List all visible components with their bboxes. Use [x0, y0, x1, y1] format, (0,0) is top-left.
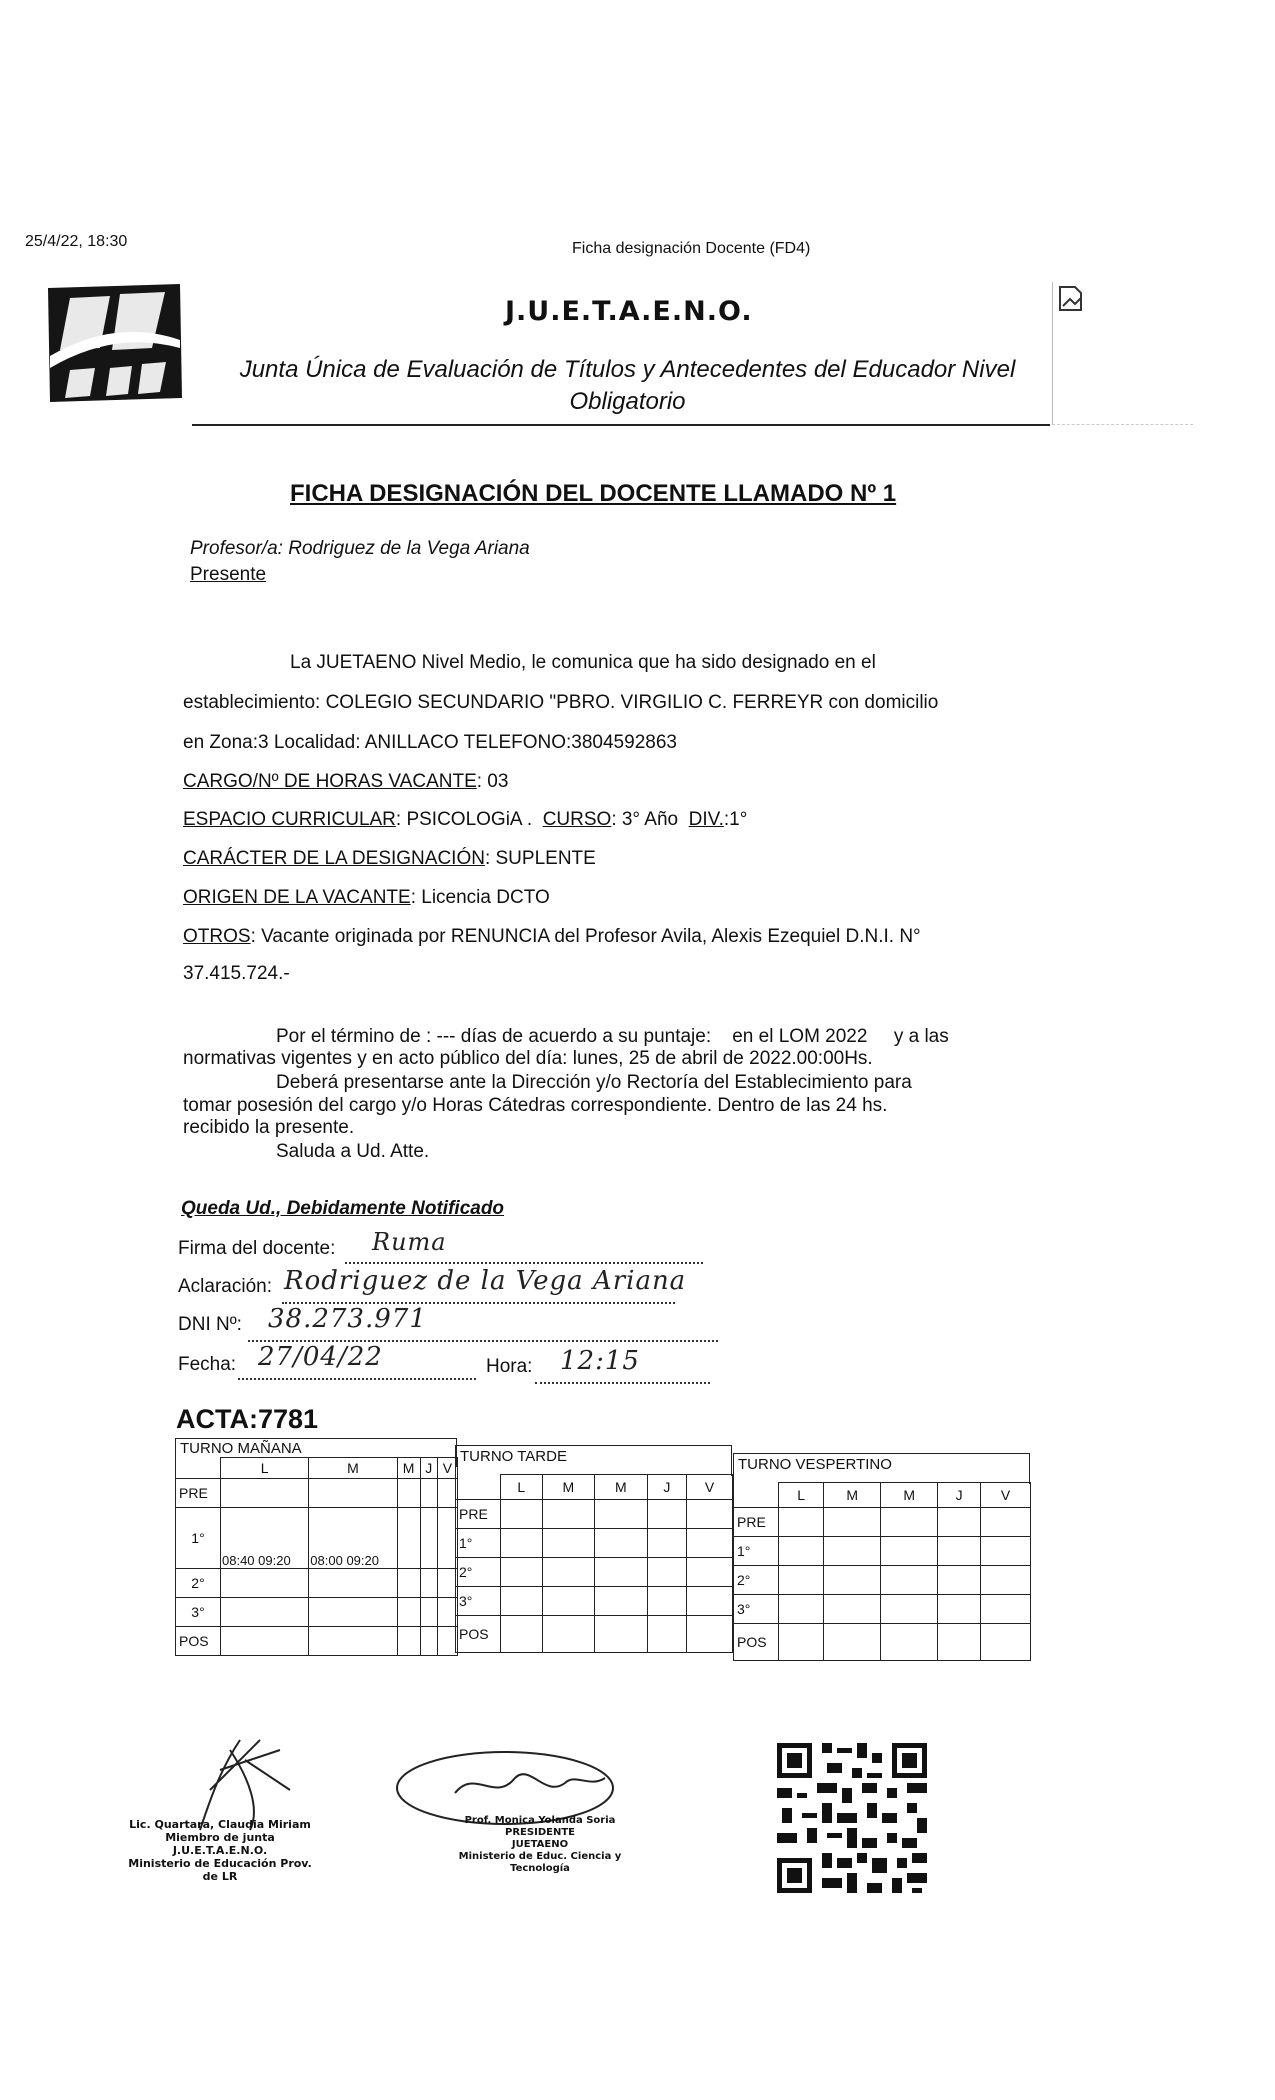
aclaracion-label: Aclaración:: [178, 1276, 272, 1297]
row-label: 2°: [456, 1558, 501, 1587]
dni-label: DNI Nº:: [178, 1314, 242, 1335]
day-header: L: [221, 1458, 309, 1479]
caracter-value: : SUPLENTE: [484, 848, 596, 869]
row-label: 1°: [734, 1537, 779, 1566]
row-label: POS: [456, 1616, 501, 1653]
vespertino-title: TURNO VESPERTINO: [738, 1456, 892, 1473]
center-stamp-ministry: Ministerio de Educ. Ciencia y Tecnología: [458, 1851, 622, 1874]
espacio-line: [183, 809, 747, 831]
center-stamp-role: PRESIDENTE: [505, 1827, 575, 1838]
center-stamp-name: Prof. Monica Yolanda Soria: [464, 1815, 616, 1826]
cargo-line: [183, 771, 508, 793]
intro-line2: establecimiento: COLEGIO SECUNDARIO "PBRO. VIRGILIO C. FERREYR con domicilio: [183, 692, 939, 713]
intro-line3: en Zona:3 Localidad: ANILLACO TELEFONO:3804592863: [183, 732, 677, 753]
caracter-label: CARÁCTER DE LA DESIGNACIÓN: [183, 848, 485, 869]
schedule-tarde-table: [455, 1474, 733, 1653]
day-header: M: [595, 1475, 648, 1500]
addressee-label: Profesor/a:: [190, 538, 283, 559]
day-header: V: [687, 1475, 733, 1500]
row-label: 3°: [456, 1587, 501, 1616]
caracter-line: [183, 848, 596, 870]
org-acronym: J.U.E.T.A.E.N.O.: [505, 296, 753, 327]
p2-line2: normativas vigentes y en acto público del día: lunes, 25 de abril de 2022.00:00Hs.: [183, 1048, 873, 1069]
addressee-name: Rodriguez de la Vega Ariana: [288, 538, 530, 559]
print-timestamp: 25/4/22, 18:30: [25, 233, 128, 250]
fecha-handwritten: 27/04/22: [258, 1342, 383, 1372]
left-stamp-role: Miembro de junta: [165, 1831, 275, 1844]
otros-value-cont: 37.415.724.-: [183, 963, 290, 984]
org-full-name-line2: Obligatorio: [569, 388, 686, 415]
left-stamp-org: J.U.E.T.A.E.N.O.: [172, 1844, 268, 1857]
row-label: PRE: [456, 1500, 501, 1529]
row-label: 2°: [734, 1566, 779, 1595]
schedule-vespertino-table: [733, 1482, 1031, 1661]
notification-heading: Queda Ud., Debidamente Notificado: [181, 1198, 505, 1219]
fecha-label: Fecha:: [178, 1354, 237, 1375]
day-header: V: [437, 1458, 457, 1479]
div-value: :1°: [723, 809, 748, 830]
manana-title: TURNO MAÑANA: [180, 1440, 302, 1457]
p2-line3: Deberá presentarse ante la Dirección y/o Rectoría del Establecimiento para: [276, 1072, 912, 1093]
juetaeno-logo: [40, 278, 190, 408]
vespertino-title-box: [733, 1453, 1030, 1484]
center-signature-stamp: [440, 1815, 640, 1875]
firma-signature: Ruma: [372, 1228, 447, 1256]
day-header: M: [881, 1483, 938, 1508]
tarde-title: TURNO TARDE: [460, 1448, 567, 1465]
org-full-name-line1: Junta Única de Evaluación de Títulos y Antecedentes del Educador Nivel: [239, 356, 1016, 383]
left-stamp-ministry: Ministerio de Educación Prov. de LR: [128, 1857, 312, 1883]
day-header: M: [397, 1458, 420, 1479]
origen-label: ORIGEN DE LA VACANTE: [183, 887, 411, 908]
day-header: M: [542, 1475, 595, 1500]
p2-line5: recibido la presente.: [183, 1117, 355, 1138]
hora-handwritten: 12:15: [560, 1346, 640, 1376]
row-label: 2°: [176, 1569, 221, 1598]
espacio-label: ESPACIO CURRICULAR: [183, 809, 396, 830]
row-label: 3°: [176, 1598, 221, 1627]
curso-value: : 3° Año: [611, 809, 689, 830]
presente-label: Presente: [190, 564, 267, 585]
otros-line: [183, 926, 921, 948]
p2-line4: tomar posesión del cargo y/o Horas Cátedras correspondiente. Dentro de las 24 hs.: [183, 1095, 888, 1116]
center-stamp-org: JUETAENO: [511, 1839, 569, 1850]
qr-code: [772, 1738, 932, 1898]
row-label: 3°: [734, 1595, 779, 1624]
addressee-line: [190, 538, 530, 560]
day-header: L: [501, 1475, 543, 1500]
day-header: L: [779, 1483, 824, 1508]
schedule-manana-table: [175, 1457, 458, 1656]
document-title: FICHA DESIGNACIÓN DEL DOCENTE LLAMADO Nº 1: [290, 480, 897, 507]
otros-label: OTROS: [183, 926, 251, 947]
hora-label: Hora:: [486, 1356, 533, 1377]
left-stamp-name: Lic. Quartara, Claudia Miriam: [129, 1818, 311, 1831]
row-label: 1°: [456, 1529, 501, 1558]
cargo-label: CARGO/Nº DE HORAS VACANTE: [183, 771, 477, 792]
day-header: J: [647, 1475, 686, 1500]
tarde-title-box: [455, 1445, 732, 1476]
day-header: J: [938, 1483, 981, 1508]
intro-line1: La JUETAENO Nivel Medio, le comunica que ha sido designado en el: [290, 652, 876, 673]
aclaracion-handwritten: Rodriguez de la Vega Ariana: [284, 1266, 687, 1296]
day-header: M: [309, 1458, 397, 1479]
p2-line6: Saluda a Ud. Atte.: [276, 1141, 430, 1162]
curso-label: CURSO: [542, 809, 612, 830]
dni-handwritten: 38.273.971: [268, 1304, 427, 1334]
header-rule: [192, 424, 1050, 426]
row-label: PRE: [734, 1508, 779, 1537]
firma-label: Firma del docente:: [178, 1238, 336, 1259]
row-label: POS: [734, 1624, 779, 1661]
broken-image-icon: [1057, 284, 1087, 314]
origen-line: [183, 887, 550, 909]
otros-value: : Vacante originada por RENUNCIA del Profesor Avila, Alexis Ezequiel D.N.I. N°: [250, 926, 921, 947]
left-signature-stamp: [120, 1818, 320, 1883]
acta-number: ACTA:7781: [176, 1404, 319, 1434]
day-header: J: [420, 1458, 437, 1479]
espacio-value: : PSICOLOGiA .: [395, 809, 543, 830]
row-label: 1°: [176, 1508, 221, 1569]
origen-value: : Licencia DCTO: [410, 887, 550, 908]
row-label: POS: [176, 1627, 221, 1656]
row-label: PRE: [176, 1479, 221, 1508]
day-header: M: [824, 1483, 881, 1508]
corner-cell: [176, 1458, 221, 1479]
p2-line1: Por el término de : --- días de acuerdo a su puntaje: en el LOM 2022 y a las: [276, 1026, 949, 1047]
day-header: V: [981, 1483, 1031, 1508]
cargo-value: : 03: [476, 771, 509, 792]
slot-tuesday: 08:00 09:20: [309, 1508, 397, 1569]
image-placeholder: [1052, 282, 1193, 425]
div-label: DIV.: [688, 809, 724, 830]
slot-monday: 08:40 09:20: [221, 1508, 309, 1569]
form-name: Ficha designación Docente (FD4): [572, 240, 811, 257]
